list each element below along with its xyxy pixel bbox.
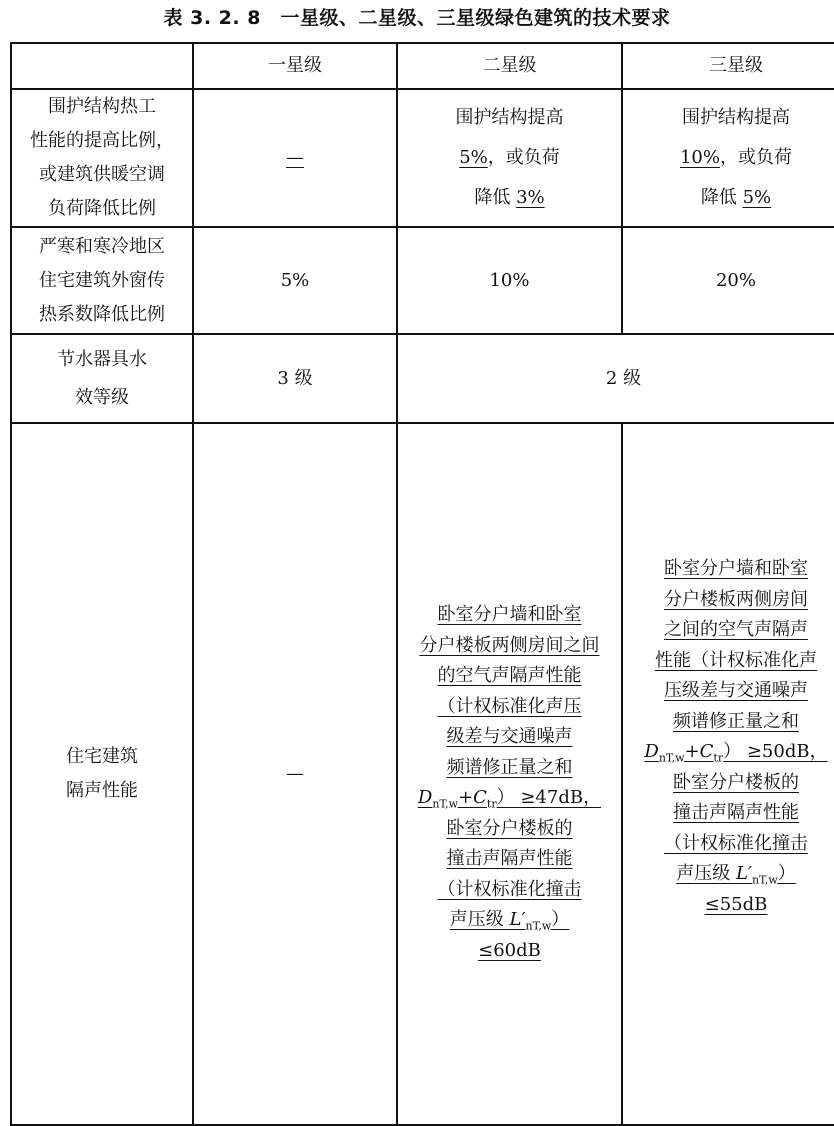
cell-one-star: 5% — [193, 227, 397, 334]
formula-line: $D_{nT,w}+C_{tr}) \ge 47dB$， — [417, 787, 602, 811]
formula-line: 声压级 $L'_{nT,w}$） — [676, 863, 796, 887]
header-cell-three-star: 三星级 — [622, 43, 834, 89]
header-cell-two-star: 二星级 — [397, 43, 622, 89]
spec-table — [10, 42, 834, 1126]
row-label: 节水器具水 效等级 — [11, 334, 193, 423]
row-label: 严寒和寒冷地区 住宅建筑外窗传 热系数降低比例 — [11, 227, 193, 334]
header-cell-one-star: 一星级 — [193, 43, 397, 89]
header-row — [11, 43, 834, 89]
cell-three-star: 卧室分户墙和卧室 分户楼板两侧房间 之间的空气声隔声 性能（计权标准化声 压级差与交通噪声 频谱修正量之和 $D_{nT,w}+C_{tr}) \ge 50dB$， 卧室分户楼板的 撞击声隔声性能 （计权标准化撞击 声压级 $L'_{nT,w}$） ≤55dB — [622, 423, 834, 1125]
cell-two-star: 围护结构提高 5%，或负荷 降低 3% — [397, 89, 622, 227]
cell-two-three-star: 2 级 — [397, 334, 834, 423]
row-label: 围护结构热工 性能的提高比例， 或建筑供暖空调 负荷降低比例 — [11, 89, 193, 227]
table-row — [11, 89, 834, 227]
cell-two-star: 10% — [397, 227, 622, 334]
cell-two-star: 卧室分户墙和卧室 分户楼板两侧房间之间 的空气声隔声性能 （计权标准化声压 级差与交通噪声 频谱修正量之和 $D_{nT,w}+C_{tr}) \ge 47dB$， 卧室分户楼板的 撞击声隔声性能 （计权标准化撞击 声压级 $L'_{nT,w}$） ≤60dB — [397, 423, 622, 1125]
table-row — [11, 423, 834, 1125]
table-row — [11, 334, 834, 423]
formula-line: $D_{nT,w}+C_{tr}) \ge 50dB$， — [644, 741, 828, 765]
row-label: 住宅建筑 隔声性能 — [11, 423, 193, 1125]
header-cell-empty — [11, 43, 193, 89]
table-title: 表 3. 2. 8 一星级、二星级、三星级绿色建筑的技术要求 — [163, 7, 671, 29]
cell-one-star: 3 级 — [193, 334, 397, 423]
cell-one-star: — — [193, 423, 397, 1125]
table-row — [11, 227, 834, 334]
cell-three-star: 20% — [622, 227, 834, 334]
cell-three-star: 围护结构提高 10%，或负荷 降低 5% — [622, 89, 834, 227]
formula-line: 声压级 $L'_{nT,w}$） — [449, 909, 570, 933]
cell-one-star: — — [193, 89, 397, 227]
